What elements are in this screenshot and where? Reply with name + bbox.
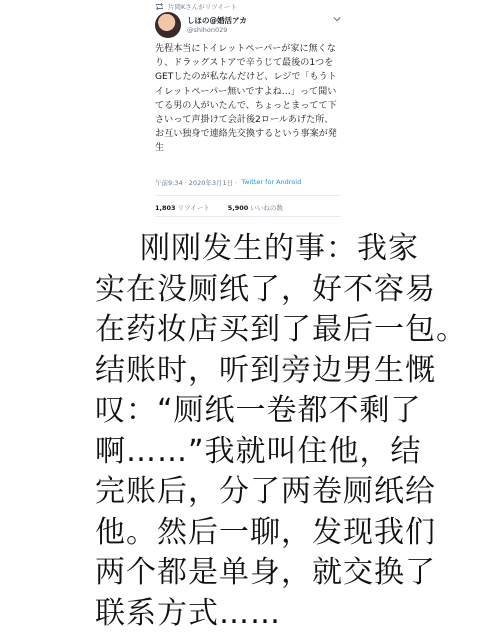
tweet-source-link[interactable]: Twitter for Android bbox=[241, 178, 301, 187]
retweets-stat[interactable] bbox=[155, 203, 210, 212]
retweeted-by-text: 片岡Kさんがリツイート bbox=[168, 2, 237, 11]
tweet-card bbox=[155, 0, 343, 218]
likes-count: 5,900 bbox=[228, 204, 249, 212]
caption-line: 刚刚发生的事：我家 bbox=[95, 229, 455, 270]
tweet-text: 先程本当にトイレットペーパーが家に無くなり、ドラッグストアで辛うじて最後の1つをGETしたのが私なんだけど、レジで「もうトイレットペーパー無いですよね…」って聞いてる男の人がいたんで、ちょっとまってて下さいって声掛けて会計後2ロールあげた所、お互い独身で連絡先交換するという事案が発生 bbox=[155, 42, 341, 156]
caption-line: 他。然后一聊，发现我们 bbox=[95, 513, 455, 554]
caption-line: 完账后，分了两卷厕纸给 bbox=[95, 472, 455, 513]
chinese-caption bbox=[95, 229, 455, 634]
avatar[interactable] bbox=[155, 12, 181, 38]
tweet-time[interactable]: 午前9:34 · 2020年3月1日 · bbox=[155, 178, 237, 187]
display-name[interactable]: しほの@婚活アカ bbox=[187, 15, 247, 26]
user-handle[interactable]: @shihon029 bbox=[187, 26, 227, 34]
caption-line: 在药妆店买到了最后一包。 bbox=[95, 310, 455, 351]
retweet-indicator bbox=[155, 2, 237, 11]
caption-line: 联系方式…… bbox=[95, 594, 455, 634]
caption-line: 实在没厕纸了，好不容易 bbox=[95, 270, 455, 311]
retweets-label: リツイート bbox=[178, 204, 210, 212]
tweet-meta bbox=[155, 178, 301, 187]
likes-label: いいねの数 bbox=[250, 204, 283, 212]
retweets-count: 1,803 bbox=[155, 204, 176, 212]
caption-line: 结账时，听到旁边男生慨 bbox=[95, 351, 455, 392]
likes-stat[interactable] bbox=[228, 203, 283, 212]
retweet-icon bbox=[155, 3, 164, 10]
divider bbox=[155, 216, 341, 217]
caption-line: 两个都是单身，就交换了 bbox=[95, 553, 455, 594]
chevron-down-icon[interactable] bbox=[333, 15, 341, 23]
tweet-stats bbox=[155, 203, 283, 212]
divider bbox=[155, 195, 341, 196]
caption-line: 啊……”我就叫住他，结 bbox=[95, 432, 455, 473]
caption-line: 叹：“厕纸一卷都不剩了 bbox=[95, 391, 455, 432]
